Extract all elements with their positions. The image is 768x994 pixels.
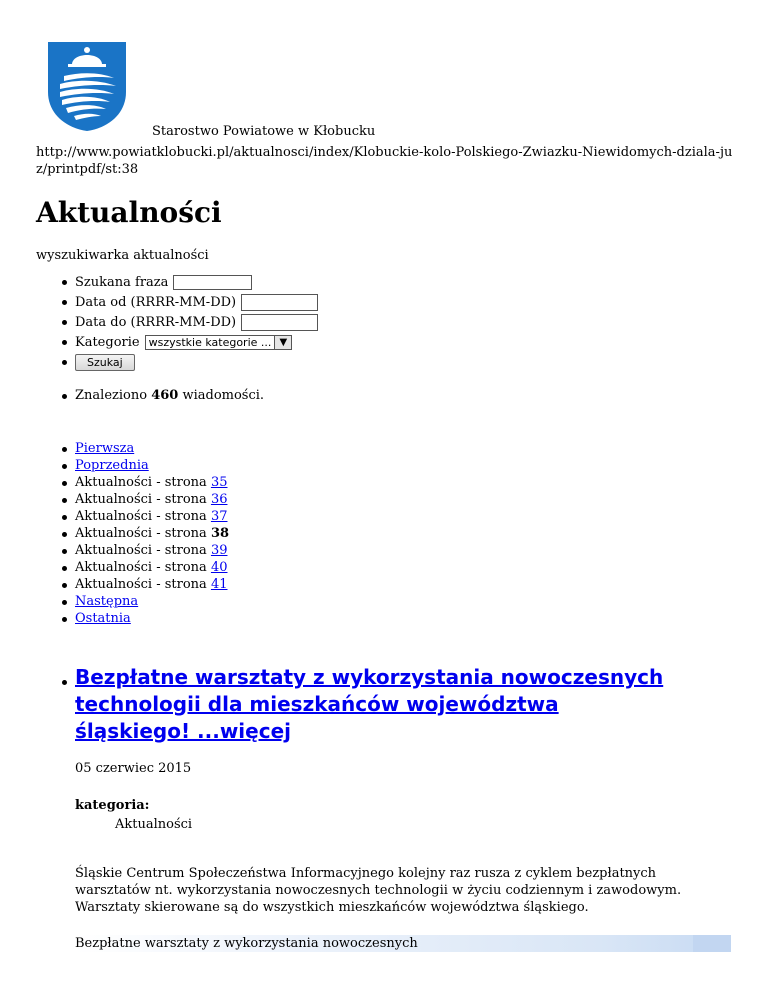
search-phrase-label: Szukana fraza — [75, 274, 169, 290]
search-form — [36, 272, 536, 372]
search-heading: wyszukiwarka aktualności — [36, 248, 209, 263]
article-title-link[interactable]: Bezpłatne warsztaty z wykorzystania nowoczesnych technologii dla mieszkańców województwa śląskiego! ...więcej — [75, 665, 664, 743]
pagination-page-label: Aktualności - strona — [75, 475, 207, 490]
pagination-page-link[interactable]: 36 — [210, 492, 228, 507]
article-date: 05 czerwiec 2015 — [75, 761, 192, 776]
pagination-page-label: Aktualności - strona — [75, 526, 207, 541]
category-select[interactable] — [145, 335, 293, 350]
pagination-page-link[interactable]: 41 — [210, 577, 228, 592]
pagination-last-item — [36, 610, 536, 627]
date-to-row — [36, 312, 536, 332]
pagination-page-label: Aktualności - strona — [75, 577, 207, 592]
pagination-page-item — [36, 559, 536, 576]
article-item — [36, 664, 736, 745]
printable-page — [36, 0, 736, 743]
banner-decoration — [693, 935, 731, 952]
pagination-page-link[interactable]: 40 — [210, 560, 228, 575]
date-from-input[interactable] — [241, 294, 318, 311]
article-lead: Śląskie Centrum Społeczeństwa Informacyjnego kolejny raz rusza z cyklem bezpłatnych warsztatów nt. wykorzystania nowoczesnych technologii w życiu codziennym i zawodowym. Warsztaty skierowane są do wszystkich mieszkańców województwa śląskiego. — [75, 866, 682, 915]
page-header — [36, 0, 736, 176]
submit-row — [36, 352, 536, 372]
dropdown-arrow-icon[interactable]: ▼ — [274, 336, 291, 349]
results-summary — [36, 387, 536, 404]
article-category-value: Aktualności — [115, 817, 193, 832]
results-prefix: Znaleziono — [75, 388, 148, 403]
pagination-next-link[interactable]: Następna — [75, 594, 139, 609]
search-phrase-input[interactable] — [173, 275, 252, 290]
site-name: Starostwo Powiatowe w Kłobucku — [152, 124, 376, 139]
article-banner-text: Bezpłatne warsztaty z wykorzystania nowoczesnych — [75, 936, 418, 951]
article-category-label: kategoria: — [75, 798, 150, 813]
pagination-page-item — [36, 542, 536, 559]
pagination-current-page: 38 — [210, 526, 230, 541]
pagination-page-item — [36, 576, 536, 593]
pagination-page-item — [36, 508, 536, 525]
pagination-page-item — [36, 491, 536, 508]
results-suffix: wiadomości. — [182, 388, 265, 403]
pagination-page-label: Aktualności - strona — [75, 543, 207, 558]
category-select-value: wszystkie kategorie ... — [148, 335, 272, 349]
article-category — [75, 797, 192, 833]
pagination-page-item — [36, 474, 536, 491]
pagination-previous-item — [36, 457, 536, 474]
date-from-label: Data od (RRRR-MM-DD) — [75, 294, 237, 310]
date-to-input[interactable] — [241, 314, 318, 331]
pagination-next-item — [36, 593, 536, 610]
date-from-row — [36, 292, 536, 312]
pagination-page-label: Aktualności - strona — [75, 492, 207, 507]
search-phrase-row — [36, 272, 536, 292]
date-to-label: Data do (RRRR-MM-DD) — [75, 314, 237, 330]
pagination-page-link[interactable]: 37 — [210, 509, 228, 524]
results-count-row — [36, 387, 536, 404]
article-banner — [75, 935, 731, 952]
pagination — [36, 440, 536, 627]
pagination-first-link[interactable]: Pierwsza — [75, 441, 135, 456]
page-title: Aktualności — [36, 196, 222, 229]
pagination-page-label: Aktualności - strona — [75, 560, 207, 575]
search-button[interactable]: Szukaj — [75, 354, 135, 371]
pagination-previous-link[interactable]: Poprzednia — [75, 458, 149, 473]
coat-of-arms-icon — [46, 40, 128, 132]
article-list — [36, 664, 736, 745]
pagination-last-link[interactable]: Ostatnia — [75, 611, 131, 626]
pagination-current-item — [36, 525, 536, 542]
pagination-page-label: Aktualności - strona — [75, 509, 207, 524]
page-url: http://www.powiatklobucki.pl/aktualnosci/index/Klobuckie-kolo-Polskiego-Zwiazku-Niewidomych-dziala-juz/printpdf/st:38 — [36, 145, 733, 177]
pagination-page-link[interactable]: 35 — [210, 475, 228, 490]
category-label: Kategorie — [75, 334, 140, 350]
pagination-first-item — [36, 440, 536, 457]
results-count: 460 — [151, 388, 179, 403]
pagination-page-link[interactable]: 39 — [210, 543, 228, 558]
category-row — [36, 332, 536, 352]
